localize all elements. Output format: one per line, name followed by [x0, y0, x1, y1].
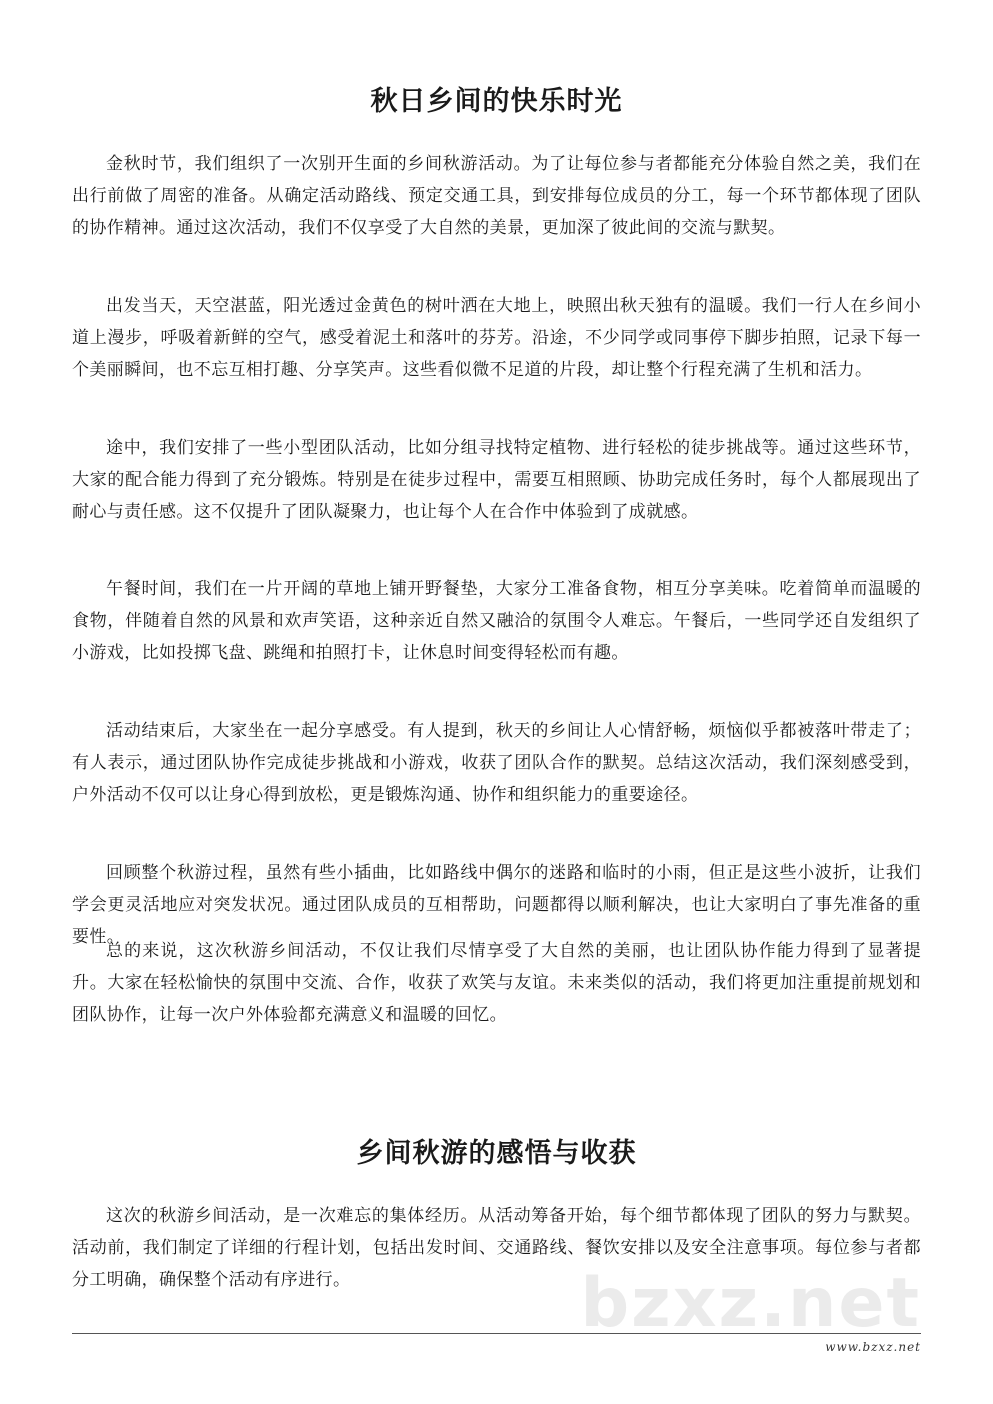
footer-divider	[72, 1333, 921, 1334]
section2-title: 乡间秋游的感悟与收获	[356, 1138, 637, 1169]
watermark-logo: bzxz.net	[580, 1264, 921, 1343]
section1-paragraph-2: 出发当天，天空湛蓝，阳光透过金黄色的树叶洒在大地上，映照出秋天独有的温暖。我们一行人在乡间小道上漫步，呼吸着新鲜的空气，感受着泥土和落叶的芬芳。沿途，不少同学或同事停下脚步拍照，记录下每一个美丽瞬间，也不忘互相打趣、分享笑声。这些看似微不足道的片段，却让整个行程充满了生机和活力。	[72, 296, 921, 380]
section1-paragraph-5: 活动结束后，大家坐在一起分享感受。有人提到，秋天的乡间让人心情舒畅，烦恼似乎都被落叶带走了；有人表示，通过团队协作完成徒步挑战和小游戏，收获了团队合作的默契。总结这次活动，我们深刻感受到，户外活动不仅可以让身心得到放松，更是锻炼沟通、协作和组织能力的重要途径。	[72, 721, 921, 805]
section1-paragraph-4: 午餐时间，我们在一片开阔的草地上铺开野餐垫，大家分工准备食物，相互分享美味。吃着简单而温暖的食物，伴随着自然的风景和欢声笑语，这种亲近自然又融洽的氛围令人难忘。午餐后，一些同学还自发组织了小游戏，比如投掷飞盘、跳绳和拍照打卡，让休息时间变得轻松而有趣。	[72, 579, 921, 663]
section1-paragraph-3: 途中，我们安排了一些小型团队活动，比如分组寻找特定植物、进行轻松的徒步挑战等。通过这些环节，大家的配合能力得到了充分锻炼。特别是在徒步过程中，需要互相照顾、协助完成任务时，每个人都展现出了耐心与责任感。这不仅提升了团队凝聚力，也让每个人在合作中体验到了成就感。	[72, 438, 921, 522]
section1-paragraph-1: 金秋时节，我们组织了一次别开生面的乡间秋游活动。为了让每位参与者都能充分体验自然之美，我们在出行前做了周密的准备。从确定活动路线、预定交通工具，到安排每位成员的分工，每一个环节都体现了团队的协作精神。通过这次活动，我们不仅享受了大自然的美景，更加深了彼此间的交流与默契。	[72, 154, 921, 238]
section2-paragraph-1: 这次的秋游乡间活动，是一次难忘的集体经历。从活动筹备开始，每个细节都体现了团队的努力与默契。活动前，我们制定了详细的行程计划，包括出发时间、交通路线、餐饮安排以及安全注意事项。每位参与者都分工明确，确保整个活动有序进行。	[72, 1206, 921, 1290]
section1-paragraph-7: 总的来说，这次秋游乡间活动，不仅让我们尽情享受了大自然的美丽，也让团队协作能力得到了显著提升。大家在轻松愉快的氛围中交流、合作，收获了欢笑与友谊。未来类似的活动，我们将更加注重提前规划和团队协作，让每一次户外体验都充满意义和温暖的回忆。	[72, 941, 921, 1025]
section1-title: 秋日乡间的快乐时光	[370, 86, 623, 117]
section1-paragraph-6: 回顾整个秋游过程，虽然有些小插曲，比如路线中偶尔的迷路和临时的小雨，但正是这些小波折，让我们学会更灵活地应对突发状况。通过团队成员的互相帮助，问题都得以顺利解决，也让大家明白了事先准备的重要性。	[72, 863, 921, 947]
footer-url: www.bzxz.net	[825, 1340, 921, 1354]
